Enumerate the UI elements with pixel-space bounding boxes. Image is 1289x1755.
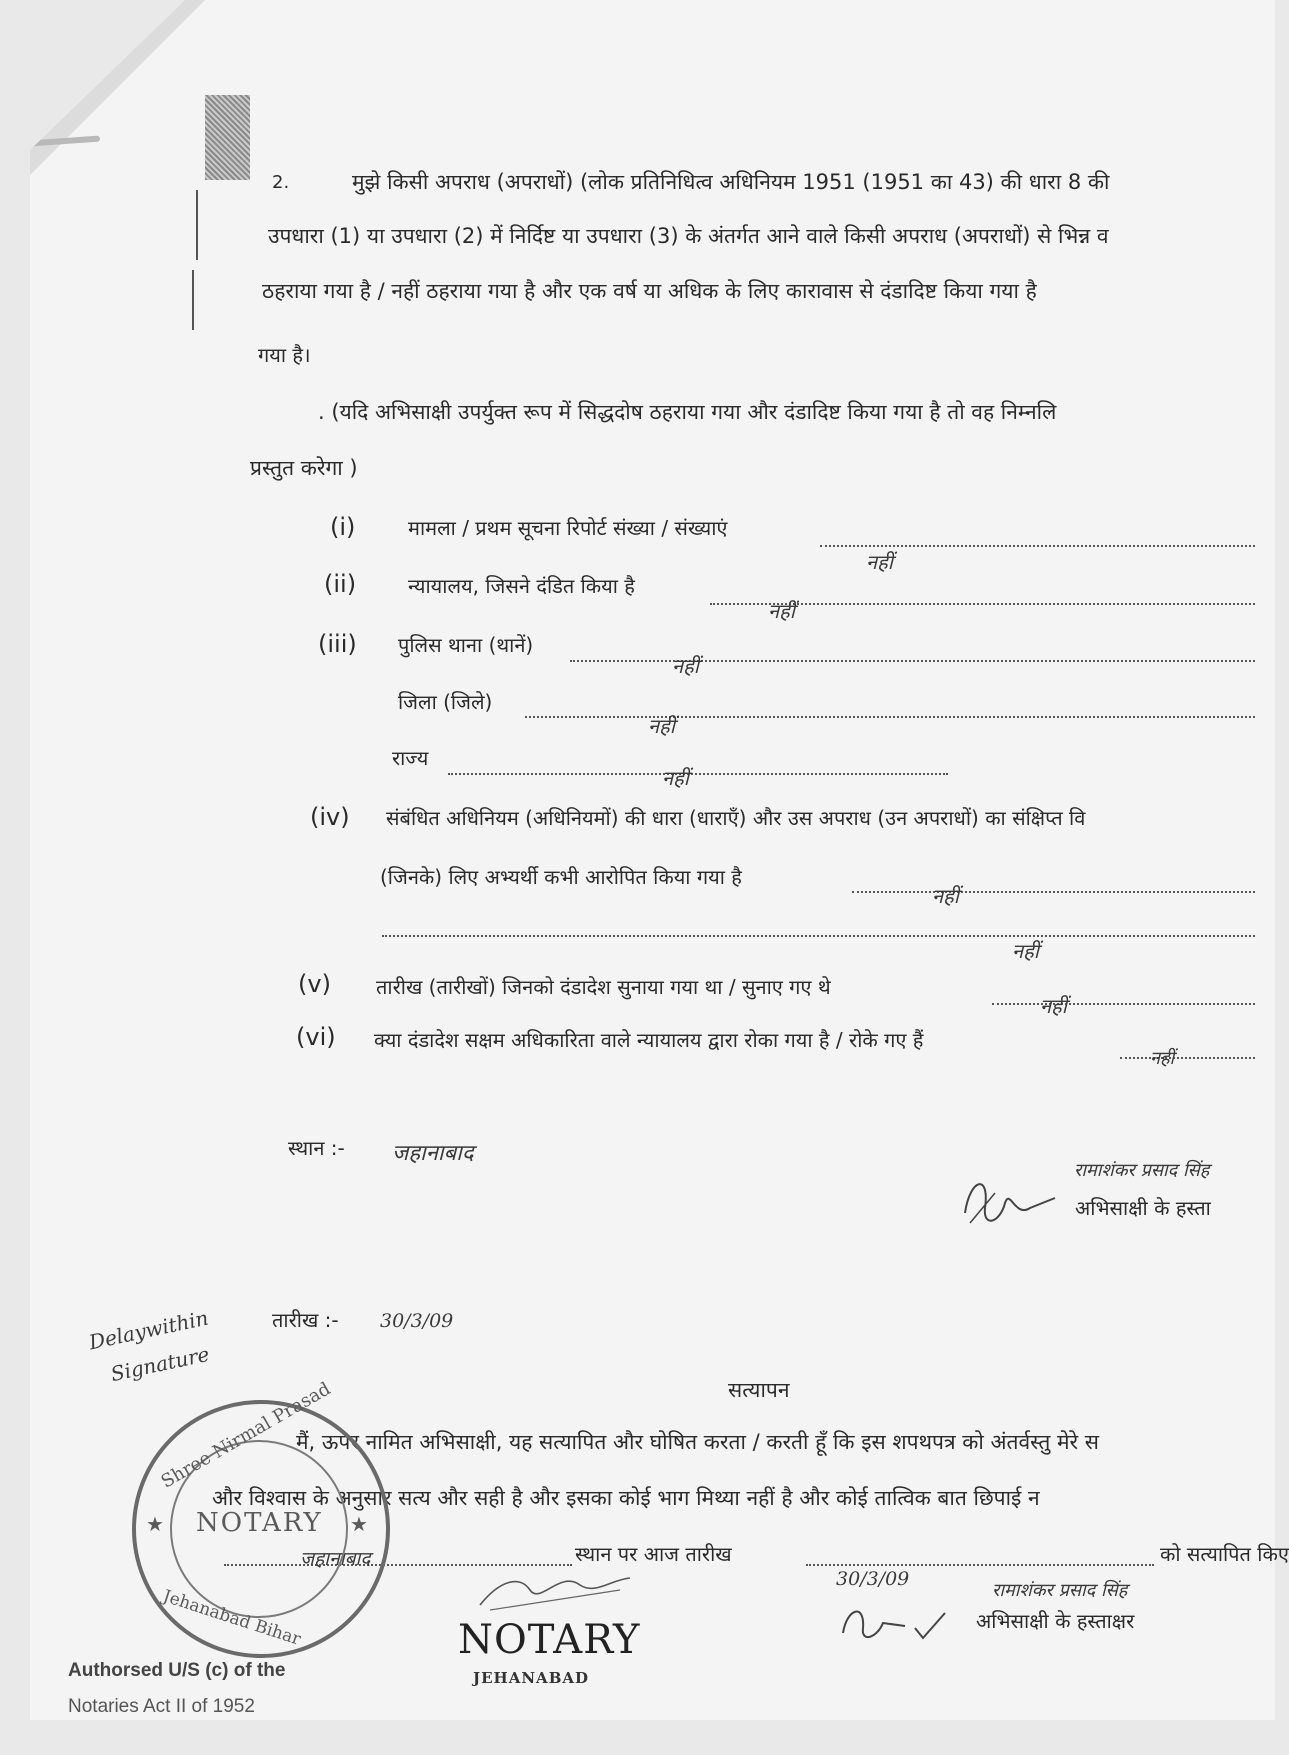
verify-date-blank (806, 1564, 1154, 1566)
item-vi-label: क्या दंडादेश सक्षम अधिकारिता वाले न्यायालय द्वारा रोका गया है / रोके गए हैं (374, 1028, 924, 1052)
para2-line2: उपधारा (1) या उपधारा (2) में निर्दिष्ट या उपधारा (3) के अंतर्गत आने वाले किसी अपराध (अपराधों) से भिन्न व (268, 224, 1109, 248)
item-i-blank (820, 545, 1255, 547)
item-iii-number: (iii) (318, 630, 357, 658)
stamp-star-icon: ★ (146, 1512, 164, 1536)
item-ii-value: नहीं (768, 599, 795, 623)
stamp-star-icon: ★ (350, 1512, 368, 1536)
item-iv-number: (iv) (310, 803, 350, 831)
district-label: जिला (जिले) (398, 690, 493, 714)
deponent-signature (955, 1168, 1065, 1238)
item-ii-label: न्यायालय, जिसने दंडित किया है (408, 574, 635, 598)
state-label: राज्य (392, 746, 429, 770)
verification-heading: सत्यापन (728, 1378, 790, 1402)
verify-name-handwritten: रामाशंकर प्रसाद सिंह (992, 1580, 1128, 1601)
deponent-name-handwritten: रामाशंकर प्रसाद सिंह (1074, 1160, 1210, 1181)
item-ii-number: (ii) (324, 570, 357, 598)
para2-line3: ठहराया गया है / नहीं ठहराया गया है और एक वर्ष या अधिक के लिए कारावास से दंडादिष्ट किया गया है (262, 279, 1037, 303)
verification-place-date: स्थान पर आज तारीख (575, 1542, 732, 1566)
state-blank (448, 773, 948, 775)
margin-line (192, 270, 194, 330)
para-number: 2. (272, 172, 290, 193)
para2-line4: गया है। (258, 343, 311, 367)
verify-place-value: जहानाबाद (300, 1548, 371, 1570)
item-v-label: तारीख (तारीखों) जिनको दंडादेश सुनाया गया था / सुनाए गए थे (376, 975, 831, 999)
deponent-signature-caption: अभिसाक्षी के हस्ता (1075, 1196, 1211, 1220)
district-blank (525, 716, 1255, 718)
place-label: स्थान :- (288, 1136, 345, 1160)
stapled-corner-shadow (205, 95, 250, 180)
item-vi-value: नहीं (1150, 1048, 1175, 1069)
state-value: नहीं (662, 766, 689, 790)
item-i-value: नहीं (866, 550, 893, 574)
item-iv-value: नहीं (932, 884, 959, 908)
item-v-blank (992, 1003, 1255, 1005)
item-iv-blank-2 (382, 935, 1255, 937)
margin-note: Delaywithin (86, 1305, 211, 1355)
verification-line2: और विश्वास के अनुसार सत्य और सही है और इसका कोई भाग मिथ्या नहीं है और कोई तात्विक बात छिपाई न (212, 1486, 1040, 1510)
notary-title: NOTARY (458, 1617, 641, 1663)
item-iv-blank (852, 891, 1255, 893)
verification-line1: मैं, ऊपर नामित अभिसाक्षी, यह सत्यापित और घोषित करता / करती हूँ कि इस शपथपत्र को अंतर्वस्तु मेरे स (296, 1430, 1099, 1454)
place-value: जहानाबाद (392, 1141, 474, 1166)
verify-date-value: 30/3/09 (836, 1568, 910, 1590)
date-label: तारीख :- (272, 1308, 339, 1332)
note-line2: प्रस्तुत करेगा ) (250, 456, 358, 480)
verification-line3-end: को सत्यापित किए (1160, 1542, 1289, 1566)
date-value: 30/3/09 (380, 1310, 454, 1332)
item-i-number: (i) (330, 513, 356, 541)
notary-place: JEHANABAD (473, 1669, 590, 1687)
stamp-center-text: NOTARY (196, 1508, 323, 1538)
item-iii-value: नहीं (672, 654, 699, 678)
item-iii-label: पुलिस थाना (थानें) (398, 633, 534, 657)
note-line1: . (यदि अभिसाक्षी उपर्युक्त रूप में सिद्धदोष ठहराया गया और दंडादिष्ट किया गया है तो वह निम्नलि (318, 400, 1057, 424)
district-value: नहीं (648, 714, 675, 738)
item-v-value: नहीं (1040, 994, 1067, 1018)
margin-note-2: Signature (108, 1341, 212, 1387)
para2-line1: मुझे किसी अपराध (अपराधों) (लोक प्रतिनिधित्व अधिनियम 1951 (1951 का 43) की धारा 8 की (352, 170, 1110, 194)
notary-signature (470, 1560, 640, 1620)
verification-signature-caption: अभिसाक्षी के हस्ताक्षर (976, 1609, 1135, 1633)
item-vi-blank (1120, 1057, 1255, 1059)
authorised-line2: Notaries Act II of 1952 (68, 1696, 255, 1717)
stamp-bottom-text: Jehanabad Bihar (160, 1586, 304, 1650)
folded-corner (30, 0, 205, 175)
item-v-number: (v) (298, 970, 331, 998)
item-i-label: मामला / प्रथम सूचना रिपोर्ट संख्या / संख्याएं (408, 516, 728, 540)
item-iv-value-2: नहीं (1012, 939, 1039, 963)
binding-thread (30, 136, 100, 147)
verification-signature (835, 1598, 955, 1648)
item-vi-number: (vi) (296, 1023, 336, 1051)
margin-line (196, 190, 198, 260)
item-iv-line2: (जिनके) लिए अभ्यर्थी कभी आरोपित किया गया है (380, 865, 742, 889)
item-iv-line1: संबंधित अधिनियम (अधिनियमों) की धारा (धाराएँ) और उस अपराध (उन अपराधों) का संक्षिप्त वि (386, 806, 1086, 830)
stamp-top-text: Shree Nirmal Prasad (157, 1378, 335, 1493)
authorised-line1: Authorsed U/S (c) of the (68, 1660, 286, 1681)
